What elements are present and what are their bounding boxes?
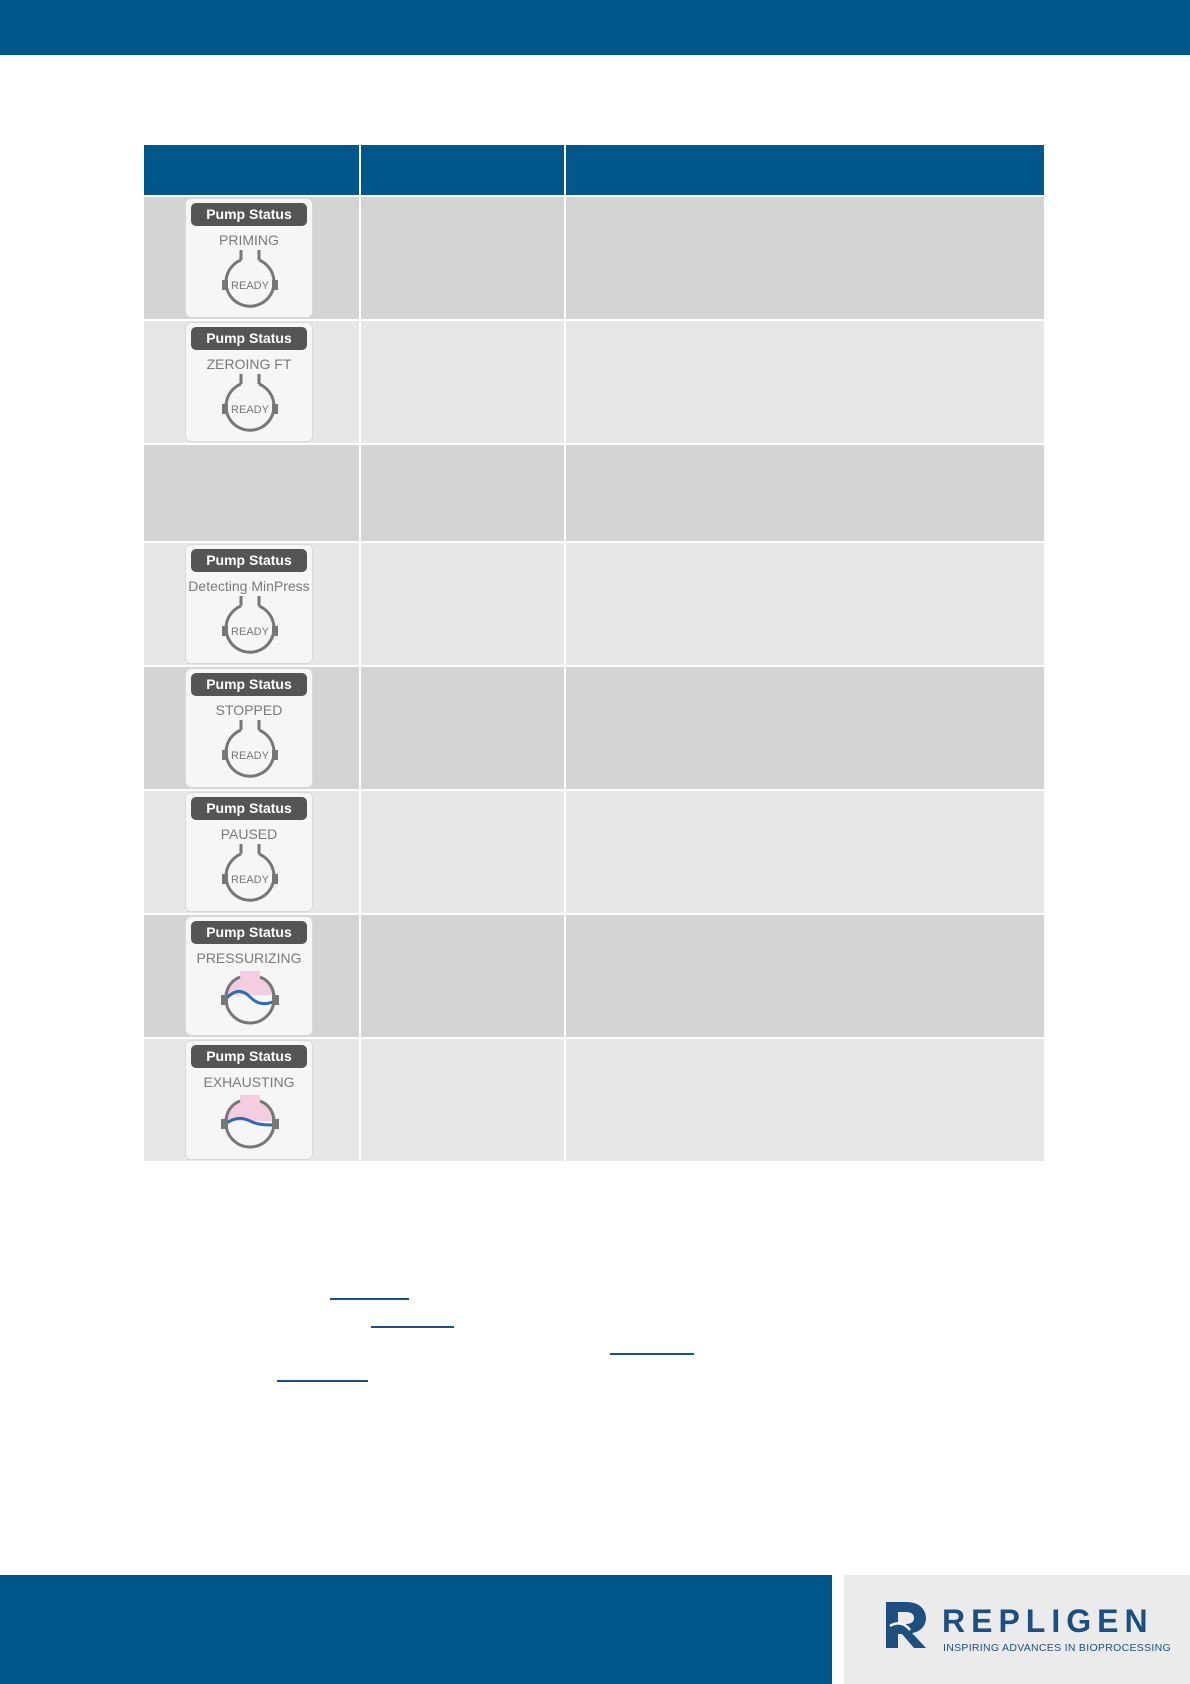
pump-status-title: Pump Status [191,797,307,820]
pump-status-title: Pump Status [191,1045,307,1068]
pump-ready-dial-icon [218,719,282,783]
description-cell [565,1038,1044,1161]
pump-state-label: PRIMING [219,232,279,248]
table-row [144,914,1044,1038]
description-cell [565,666,1044,790]
logo-tagline: INSPIRING ADVANCES IN BIOPROCESSING [943,1642,1171,1654]
dial-ready-text: READY [231,750,269,762]
pump-state-label: Detecting MinPress [188,578,310,594]
hyperlink-underline[interactable] [371,1326,454,1328]
pump-ready-dial-icon [218,373,282,437]
table-row [144,444,1044,542]
pump-status-cell [144,320,360,444]
logo-wordmark: REPLIGEN [942,1603,1154,1639]
pump-status-cell [144,666,360,790]
dial-ready-text: READY [231,404,269,416]
pump-diaphragm-exhausting-icon [218,1091,282,1155]
header-bar [0,0,1190,55]
pump-status-widget [185,1040,313,1160]
status-cell [360,542,565,666]
pump-status-title: Pump Status [191,921,307,944]
pump-state-label: STOPPED [215,702,283,718]
pump-status-cell [144,1038,360,1161]
footer-bar [0,1575,832,1684]
pump-status-widget [185,198,313,318]
pump-status-widget [185,916,313,1036]
dial-ready-text: READY [231,626,269,638]
pump-ready-dial-icon [218,843,282,907]
table-row [144,1038,1044,1161]
footer-logo-area [844,1575,1190,1684]
pump-state-label: PRESSURIZING [196,950,302,966]
pump-ready-dial-icon [218,249,282,313]
pump-status-cell [144,790,360,914]
table-header-row [144,145,1044,196]
description-cell [565,790,1044,914]
status-cell [360,666,565,790]
column-header-icon [144,145,360,196]
pump-ready-dial-icon [218,595,282,659]
pump-status-widget [185,792,313,912]
column-header-status [360,145,565,196]
description-cell [565,914,1044,1038]
dial-ready-text: READY [231,280,269,292]
status-cell [360,1038,565,1161]
status-cell [360,790,565,914]
hyperlink-underline[interactable] [330,1298,409,1300]
description-cell [565,320,1044,444]
pump-status-widget [185,322,313,442]
table-row [144,790,1044,914]
pump-status-cell [144,444,360,542]
table-row [144,666,1044,790]
status-cell [360,444,565,542]
pump-status-cell [144,914,360,1038]
pump-status-table [144,145,1044,1161]
hyperlink-underline[interactable] [277,1380,368,1382]
pump-status-title: Pump Status [191,673,307,696]
pump-status-title: Pump Status [191,203,307,226]
status-cell [360,914,565,1038]
pump-status-cell [144,542,360,666]
pump-state-label: PAUSED [220,826,278,842]
status-cell [360,320,565,444]
pump-state-label: EXHAUSTING [203,1074,295,1090]
table-row [144,320,1044,444]
pump-status-cell [144,196,360,320]
column-header-description [565,145,1044,196]
description-cell [565,444,1044,542]
pump-status-title: Pump Status [191,327,307,350]
pump-status-title: Pump Status [191,549,307,572]
hyperlink-underline[interactable] [610,1353,694,1355]
table-row [144,542,1044,666]
description-cell [565,196,1044,320]
table-row [144,196,1044,320]
pump-diaphragm-pressurizing-icon [218,967,282,1031]
status-cell [360,196,565,320]
dial-ready-text: READY [231,874,269,886]
description-cell [565,542,1044,666]
pump-status-widget [185,544,313,664]
pump-state-label: ZEROING FT [206,356,292,372]
repligen-r-logo-icon [882,1600,928,1650]
pump-status-widget [185,668,313,788]
